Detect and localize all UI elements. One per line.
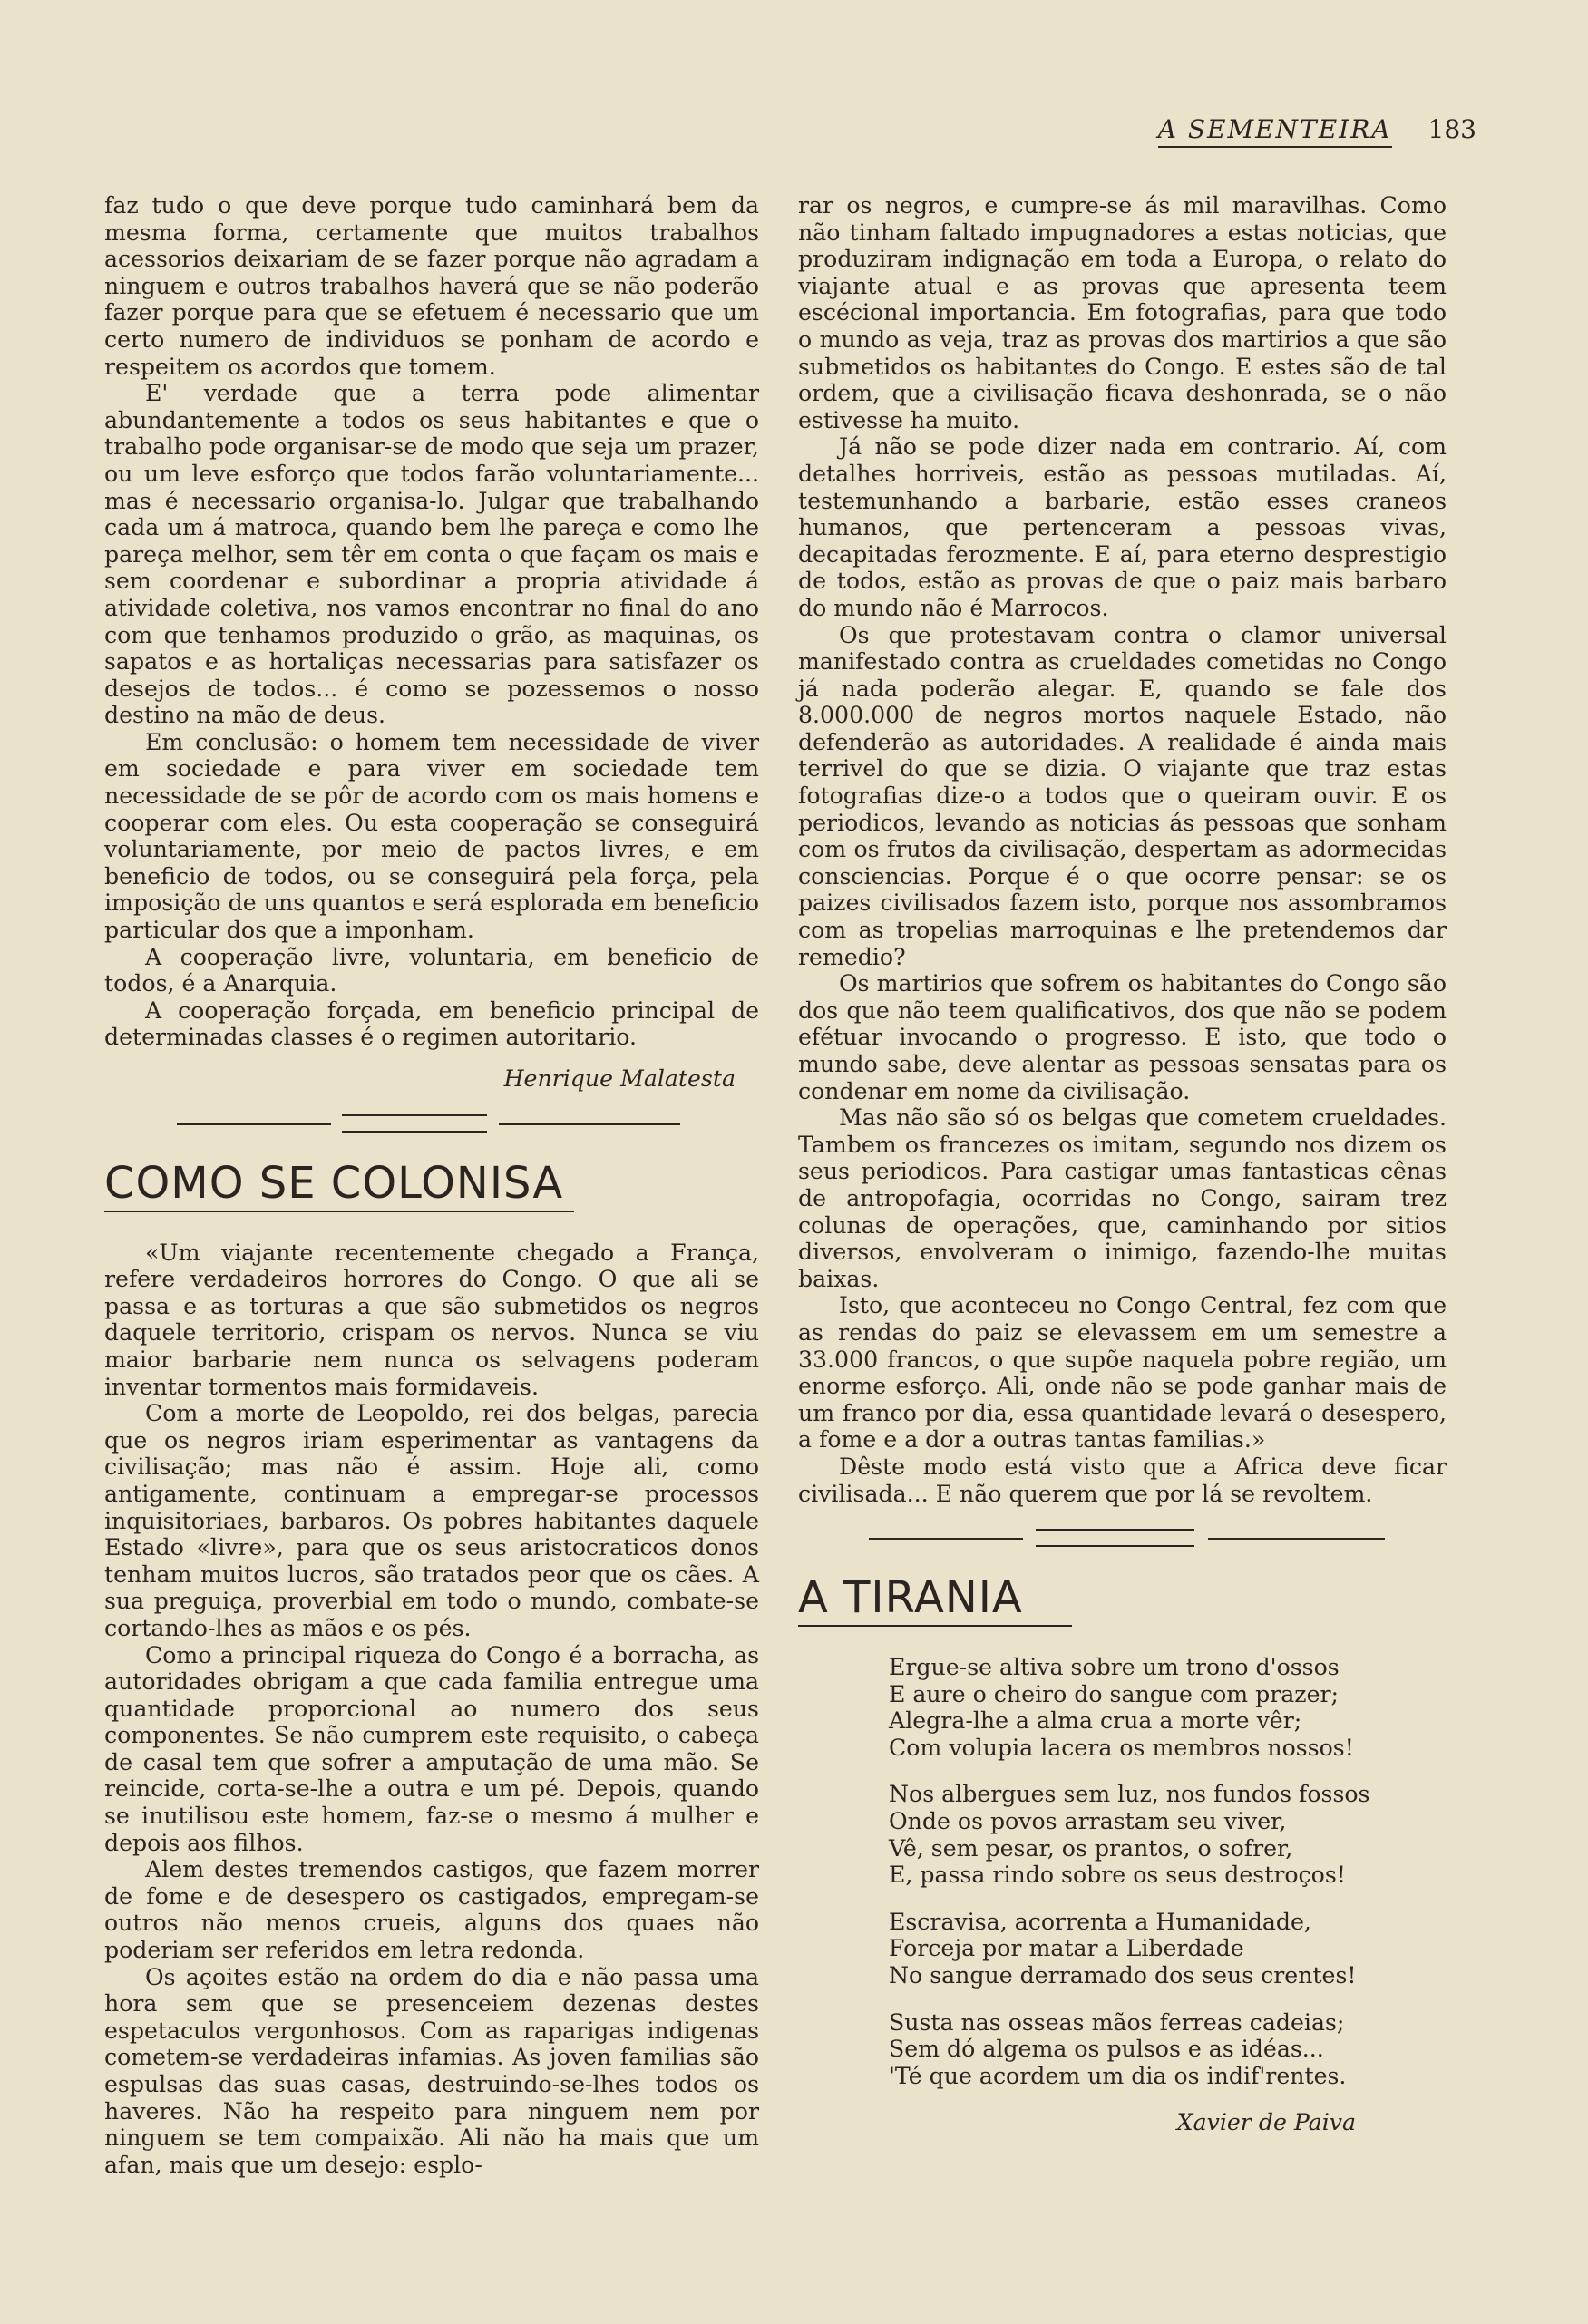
verse-line: Alegra-lhe a alma crua a morte vêr; [889, 1707, 1302, 1735]
stanza [889, 1654, 1447, 1761]
stanza [889, 1781, 1447, 1888]
section-title: COMO SE COLONISA [104, 1157, 564, 1209]
verse-line: Onde os povos arrastam seu viver, [889, 1808, 1287, 1835]
paragraph: rar os negros, e cumpre-se ás mil maravilhas. Como não tinham faltado impugnadores a estas noticias, que produziram indignação em toda a Europa, o relato do viajante atual e as provas que apresenta teem escécional importancia. Em fotografias, para que todo o mundo as veja, traz as provas dos martirios a que são submetidos os habitantes do Congo. E estes são de tal ordem, que a civilisação ficava deshonrada, se o não estivesse ha muito. [798, 192, 1447, 433]
page-header [1150, 114, 1476, 148]
verse-line: Susta nas osseas mãos ferreas cadeias; [889, 2008, 1345, 2036]
section-divider [798, 1527, 1447, 1563]
paragraph: A cooperação livre, voluntaria, em beneficio de todos, é a Anarquia. [104, 943, 759, 997]
paragraph: «Um viajante recentemente chegado a França, refere verdadeiros horrores do Congo. O que ali se passa e as torturas a que são submetidos os negros daquele territorio, crispam os nervos. Nunca se viu maior barbarie nem nunca os selvagens poderam inventar tormentos mais formidaveis. [104, 1239, 759, 1400]
verse-line: Com volupia lacera os membros nossos! [889, 1734, 1354, 1761]
paragraph: faz tudo o que deve porque tudo caminhará bem da mesma forma, certamente que muitos trabalhos acessorios deixariam de se fazer porque não agradam a ninguem e outros trabalhos haverá que se não poderão fazer porque para que se efetuem é necessario que um certo numero de individuos se ponham de acordo e respeitem os acordos que tomem. [104, 192, 759, 380]
paragraph: Os martirios que sofrem os habitantes do Congo são dos que não teem qualificativos, dos que não se podem efétuar invocando o progresso. E isto, que todo o mundo sabe, deve alentar as pessoas sensatas para os condenar em nome da civilisação. [798, 970, 1447, 1104]
stanza [889, 2009, 1447, 2090]
section-divider [104, 1113, 759, 1149]
paragraph: Como a principal riqueza do Congo é a borracha, as autoridades obrigam a que cada familia entregue uma quantidade proporcional ao numero dos seus componentes. Se não cumprem este requisito, o cabeça de casal tem que sofrer a amputação de uma mão. Se reincide, corta-se-lhe a outra e um pé. Depois, quando se inutilisou este homem, faz-se o mesmo á mulher e depois aos filhos. [104, 1641, 759, 1856]
verse-line: No sangue derramado dos seus crentes! [889, 1962, 1357, 1989]
paragraph: Com a morte de Leopoldo, rei dos belgas, parecia que os negros iriam esperimentar as vantagens da civilisação; mas não é assim. Hoje ali, como antigamente, continuam a empregar-se processos inquisitoriaes, barbaros. Os pobres habitantes daquele Estado «livre», para que os seus aristocraticos donos tenham muitos lucros, são tratados peor que os cães. A sua preguiça, proverbial em todo o mundo, combate-se cortando-lhes as mãos e os pés. [104, 1400, 759, 1641]
verse-line: Nos albergues sem luz, nos fundos fossos [889, 1781, 1370, 1808]
article-signature: Henrique Malatesta [503, 1065, 736, 1092]
poem [889, 1654, 1447, 2089]
title-underline [104, 1211, 574, 1212]
paragraph: A cooperação forçada, em beneficio principal de determinadas classes é o regimen autoritario. [104, 997, 759, 1051]
page-number: 183 [1427, 114, 1476, 144]
verse-line: E aure o cheiro do sangue com prazer; [889, 1680, 1340, 1707]
paragraph: Os que protestavam contra o clamor universal manifestado contra as crueldades cometidas no Congo já nada poderão alegar. E, quando se fale dos 8.000.000 de negros mortos naquele Estado, não defenderão as autoridades. A realidade é ainda mais terrivel do que se dizia. O viajante que traz estas fotografias dize-o a todos que o queiram ouvir. E os periodicos, levando as noticias ás pessoas que sonham com os frutos da civilisação, despertam as adormecidas consciencias. Porque é o que ocorre pensar: se os paizes civilisados fazem isto, porque nos assombramos com as tropelias marroquinas e lhe pretendemos dar remedio? [798, 621, 1447, 970]
poem-title: A TIRANIA [798, 1572, 1023, 1624]
paragraph: Já não se pode dizer nada em contrario. Aí, com detalhes horriveis, estão as pessoas mutiladas. Aí, testemunhando a barbarie, estão esses craneos humanos, que pertenceram a pessoas vivas, decapitadas ferozmente. E aí, para eterno desprestigio de todos, estão as provas de que o paiz mais barbaro do mundo não é Marrocos. [798, 433, 1447, 621]
verse-line: Forceja por matar a Liberdade [889, 1935, 1244, 1962]
verse-line: Vê, sem pesar, os prantos, o sofrer, [889, 1834, 1293, 1862]
title-underline [798, 1625, 1072, 1627]
right-column [798, 192, 1447, 2136]
paragraph: Alem destes tremendos castigos, que fazem morrer de fome e de desespero os castigados, empregam-se outros não menos crueis, alguns dos quaes não poderiam ser referidos em letra redonda. [104, 1856, 759, 1964]
paragraph: Dêste modo está visto que a Africa deve ficar civilisada... E não querem que por lá se revoltem. [798, 1453, 1447, 1507]
verse-line: E, passa rindo sobre os seus destroços! [889, 1862, 1346, 1889]
paragraph: Mas não são só os belgas que cometem crueldades. Tambem os francezes os imitam, segundo nos dizem os seus periodicos. Para castigar umas fantasticas cênas de antropofagia, ocorridas no Congo, sairam trez colunas de operações, que, caminhando por sitios diversos, envolveram o inimigo, fazendo-lhe muitas baixas. [798, 1104, 1447, 1292]
verse-line: Sem dó algema os pulsos e as idéas... [889, 2036, 1324, 2063]
verse-line: 'Té que acordem um dia os indif'rentes. [889, 2062, 1347, 2089]
poem-signature: Xavier de Paiva [1176, 2109, 1356, 2136]
verse-line: Ergue-se altiva sobre um trono d'ossos [889, 1654, 1340, 1681]
paragraph: Em conclusão: o homem tem necessidade de viver em sociedade e para viver em sociedade tem necessidade de se pôr de acordo com os mais homens e cooperar com eles. Ou esta cooperação se conseguirá voluntariamente, por meio de pactos livres, e em beneficio de todos, ou se conseguirá pela força, pela imposição de uns quantos e será esplorada em beneficio particular dos que a imponham. [104, 728, 759, 944]
paragraph: Os açoites estão na ordem do dia e não passa uma hora sem que se presenceiem dezenas destes espetaculos vergonhosos. Com as raparigas indigenas cometem-se verdadeiras infamias. As joven familias são espulsas das suas casas, destruindo-se-lhes todos os haveres. Não ha respeito para ninguem nem por ninguem se tem compaixão. Ali não ha mais que um afan, mais que um desejo: esplo- [104, 1963, 759, 2178]
paragraph: Isto, que aconteceu no Congo Central, fez com que as rendas do paiz se elevassem em um semestre a 33.000 francos, o que supõe naquela pobre região, um enorme esforço. Ali, onde não se pode ganhar mais de um franco por dia, essa quantidade levará o desespero, a fome e a dor a outras tantas familias.» [798, 1292, 1447, 1454]
stanza [889, 1909, 1447, 1989]
left-column [104, 192, 759, 2178]
paragraph: E' verdade que a terra pode alimentar abundantemente a todos os seus habitantes e que o trabalho pode organisar-se de modo que seja um prazer, ou um leve esforço que todos farão voluntariamente... mas é necessario organisa-lo. Julgar que trabalhando cada um á matroca, quando bem lhe pareça e como lhe pareça melhor, sem têr em conta o que façam os mais e sem coordenar e subordinar a propria atividade á atividade coletiva, nos vamos encontrar no final do ano com que tenhamos produzido o grão, as maquinas, os sapatos e as hortaliças necessarias para satisfazer os desejos de todos... é como se pozessemos o nosso destino na mão de deus. [104, 380, 759, 729]
verse-line: Escravisa, acorrenta a Humanidade, [889, 1908, 1311, 1935]
journal-name: A SEMENTEIRA [1158, 114, 1392, 148]
